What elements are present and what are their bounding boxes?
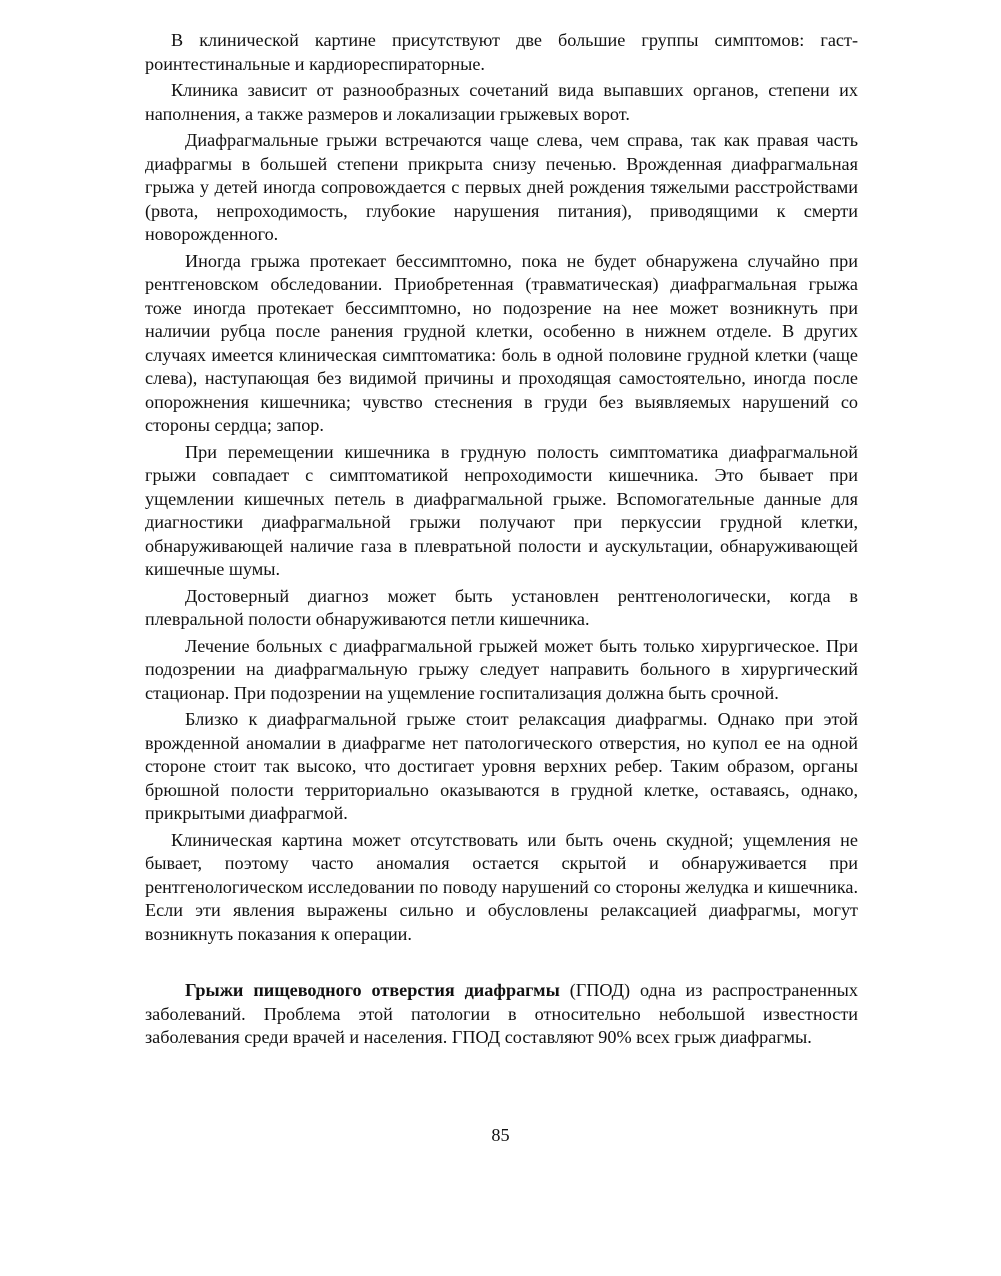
paragraph-clinic-dependency: Клиника зависит от разнообразных сочетаний вида выпавших органов, степени их наполнения, а также размеров и локализации грыжевых ворот. (145, 80, 858, 124)
paragraph-reliable-diagnosis: Достоверный диагноз может быть установлен рентгенологически, когда в плевральной полости обнаруживаются петли кишечника. (145, 585, 858, 629)
section-gap (145, 949, 858, 979)
paragraph-diaphragm-relaxation: Близко к диафрагмальной грыже стоит релаксация диафрагмы. Однако при этой врожденной аномалии в диафрагме нет патологического отверстия, но купол ее на одной стороне стоит так высоко, что достигает уровня верхних ребер. Таким образом, органы брюшной полости территориально оказываются в грудной клетке, оставаясь, однако, прикрытыми диафрагмой. (145, 709, 858, 823)
paragraph-intestinal-displacement: При перемещении кишечника в грудную полость симптоматика диафрагмальной грыжи совпадает с симптоматикой непроходимости кишечника. Это бывает при ущемлении кишечных петель в диафрагмальной грыже. Вспомогательные данные для диагностики диафрагмальной грыжи получают при перкуссии грудной клетки, обнаруживающей наличие газа в плевратьной полости и аускультации, обнаруживающей кишечные шумы. (145, 441, 858, 579)
paragraph-clinical-picture: Клиническая картина может отсутствовать или быть очень скудной; ущемления не бывает, поэтому часто аномалия остается скрытой и обнаруживается при рентгенологическом исследовании по поводу нарушений со стороны желудка и кишечника. Если эти явления выражены сильно и обусловлены релаксацией диафрагмы, могут возникнуть показания к операции. (145, 829, 858, 944)
paragraph-left-right-occurrence: Диафрагмальные грыжи встречаются чаще слева, чем справа, так как правая часть диафрагмы в большей степени прикрыта снизу печенью. Врожденная диафрагмальная грыжа у детей иногда сопровождается с первых дней рождения тяжелыми расстройствами (рвота, непроходимость, глубокие нарушения питания), приводящими к смерти новорожденного. (145, 130, 858, 244)
section-heading-inline: Грыжи пищеводного отверстия диафрагмы (185, 980, 560, 1000)
paragraph-hiatal-hernia-text: (ГПОД) одна из распространенных заболеваний. Проблема этой патологии в относительно небольшой известности заболевания среди врачей и населения. ГПОД составляют 90% всех грыж диафрагмы. (145, 980, 858, 1047)
paragraph-symptom-groups: В клинической картине присутствуют две большие группы симптомов: гастроинтестинальные и кардиореспираторные. (145, 30, 858, 74)
body-text (145, 29, 858, 1053)
page-number: 85 (491, 1125, 510, 1145)
paragraph-asymptomatic-course: Иногда грыжа протекает бессимптомно, пока не будет обнаружена случайно при рентгеновском обследовании. Приобретенная (травматическая) диафрагмальная грыжа тоже иногда протекает бессимптомно, но подозрение на нее может возникнуть при наличии рубца после ранения грудной клетки, особенно в нижнем отделе. В других случаях имеется клиническая симптоматика: боль в одной половине грудной клетки (чаще слева), наступающая без видимой причины и проходящая самостоятельно, иногда после опорожнения кишечника; чувство стеснения в груди без выявляемых нарушений со стороны сердца; запор. (145, 250, 858, 435)
paragraph-treatment: Лечение больных с диафрагмальной грыжей может быть только хирургическое. При подозрении на диафрагмальную грыжу следует направить больного в хирургический стационар. При подозрении на ущемление госпитализация должна быть срочной. (145, 635, 858, 703)
paragraph-hiatal-hernia (145, 979, 858, 1050)
